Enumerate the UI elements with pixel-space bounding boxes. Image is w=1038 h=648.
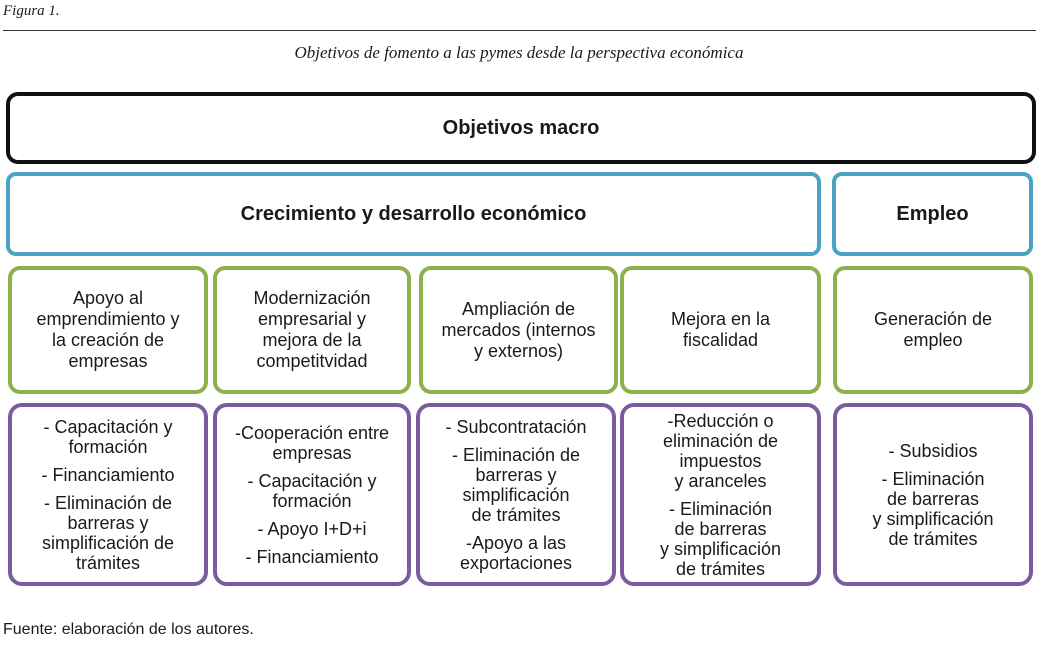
employment-group-label: Empleo xyxy=(896,202,969,225)
measure-item: - Subcontratación xyxy=(445,416,587,437)
measure-item: - Subsidios xyxy=(888,440,978,461)
objective-box xyxy=(8,266,208,394)
macro-objectives-box xyxy=(6,92,1036,164)
employment-group-box xyxy=(832,172,1033,256)
measure-item: -Cooperación entre empresas xyxy=(234,422,390,463)
measures-box xyxy=(213,403,411,586)
measure-item: - Capacitación y formación xyxy=(43,416,173,457)
measure-item: - Capacitación y formación xyxy=(247,470,377,511)
measures-box xyxy=(620,403,821,586)
growth-group-box xyxy=(6,172,821,256)
source-note: Fuente: elaboración de los autores. xyxy=(3,621,254,638)
objective-box xyxy=(833,266,1033,394)
measure-item: - Eliminación de barreras y simplificación de trámites xyxy=(872,468,994,549)
figure-caption: Objetivos de fomento a las pymes desde la perspectiva económica xyxy=(294,43,744,62)
measures-box xyxy=(416,403,616,586)
measure-item: - Financiamiento xyxy=(41,464,175,485)
measure-item: -Apoyo a las exportaciones xyxy=(459,532,573,573)
measures-box xyxy=(8,403,208,586)
objective-label: Generación de empleo xyxy=(873,309,993,350)
header-rule xyxy=(3,30,1036,31)
objective-box xyxy=(419,266,618,394)
objective-label: Modernización empresarial y mejora de la competitvidad xyxy=(253,288,371,371)
objective-label: Mejora en la fiscalidad xyxy=(670,309,771,350)
measure-item: - Financiamiento xyxy=(245,546,379,567)
objective-label: Apoyo al emprendimiento y la creación de empresas xyxy=(36,288,180,371)
objective-box xyxy=(213,266,411,394)
measure-item: - Eliminación de barreras y simplificación de trámites xyxy=(451,444,581,525)
measure-item: - Eliminación de barreras y simplificación de trámites xyxy=(659,498,782,579)
macro-objectives-label: Objetivos macro xyxy=(442,116,600,139)
objective-box xyxy=(620,266,821,394)
measures-box xyxy=(833,403,1033,586)
measure-item: - Apoyo I+D+i xyxy=(257,518,367,539)
measure-item: - Eliminación de barreras y simplificación de trámites xyxy=(41,492,175,573)
figure-label: Figura 1. xyxy=(3,3,60,19)
measure-item: -Reducción o eliminación de impuestos y aranceles xyxy=(662,410,779,491)
objective-label: Ampliación de mercados (internos y externos) xyxy=(441,298,596,361)
growth-group-label: Crecimiento y desarrollo económico xyxy=(240,202,587,225)
